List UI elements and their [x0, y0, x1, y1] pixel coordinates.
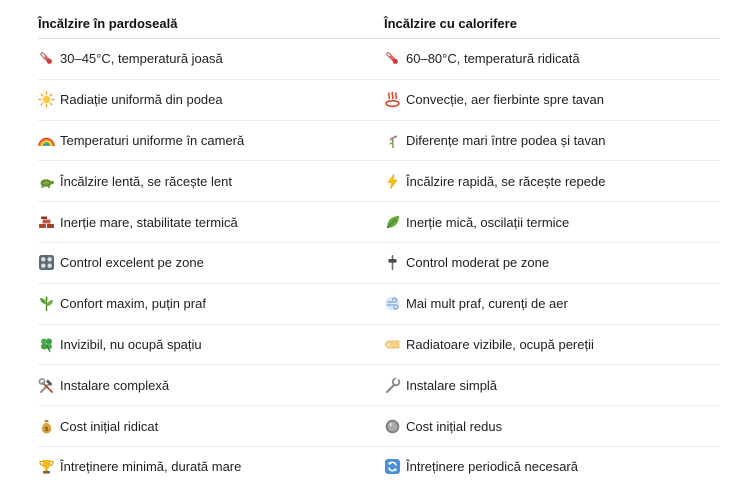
table-row	[38, 39, 720, 80]
floor-text: Radiație uniformă din podea	[60, 92, 223, 108]
radiator-cell	[384, 132, 720, 149]
floor-text: Încălzire lentă, se răcește lent	[60, 173, 232, 189]
wind-icon	[384, 295, 401, 312]
floor-text: Instalare complexă	[60, 377, 170, 393]
floor-cell	[38, 295, 384, 312]
table-row	[38, 284, 720, 325]
money-bag-icon	[38, 418, 55, 435]
header-radiator-heating: Încălzire cu calorifere	[384, 15, 517, 31]
refresh-icon	[384, 458, 401, 475]
floor-cell	[38, 50, 384, 67]
leaf-icon	[384, 214, 401, 231]
thermometer-icon	[384, 50, 401, 67]
radiator-cell	[384, 418, 720, 435]
floor-text: Confort maxim, puțin praf	[60, 296, 206, 312]
floor-cell	[38, 377, 384, 394]
table-row	[38, 121, 720, 162]
table-row	[38, 243, 720, 284]
floor-text: Inerție mare, stabilitate termică	[60, 214, 238, 230]
header-floor-heating: Încălzire în pardoseală	[38, 15, 178, 31]
floor-text: 30–45°C, temperatură joasă	[60, 51, 223, 67]
wilted-flower-icon	[384, 132, 401, 149]
bricks-icon	[38, 214, 55, 231]
radiator-cell	[384, 336, 720, 353]
radiator-cell	[384, 458, 720, 475]
radiator-text: Cost inițial redus	[406, 418, 503, 434]
control-knobs-icon	[38, 254, 55, 271]
floor-cell	[38, 458, 384, 475]
sun-icon	[38, 91, 55, 108]
wrench-icon	[384, 377, 401, 394]
floor-cell	[38, 214, 384, 231]
floor-text: Control excelent pe zone	[60, 255, 204, 271]
floor-text: Cost inițial ridicat	[60, 418, 159, 434]
radiator-text: Convecție, aer fierbinte spre tavan	[406, 92, 604, 108]
lightning-icon	[384, 173, 401, 190]
radiator-text: Încălzire rapidă, se răcește repede	[406, 173, 606, 189]
radiator-cell	[384, 173, 720, 190]
radiator-text: Diferențe mari între podea și tavan	[406, 132, 606, 148]
table-row	[38, 161, 720, 202]
rainbow-icon	[38, 132, 55, 149]
table-row	[38, 80, 720, 121]
svg-text:$: $	[44, 424, 49, 433]
radiator-text: Inerție mică, oscilații termice	[406, 214, 570, 230]
table-header-row	[38, 8, 720, 39]
radiator-cell	[384, 254, 720, 271]
floor-cell	[38, 254, 384, 271]
floor-cell	[38, 336, 384, 353]
table-row	[38, 365, 720, 406]
coin-icon	[384, 418, 401, 435]
hot-springs-icon	[384, 91, 401, 108]
radiator-text: Mai mult praf, curenți de aer	[406, 296, 568, 312]
herb-icon	[38, 295, 55, 312]
level-slider-icon	[384, 254, 401, 271]
radiator-text: 60–80°C, temperatură ridicată	[406, 51, 580, 67]
floor-text: Invizibil, nu ocupă spațiu	[60, 336, 202, 352]
floor-cell	[38, 91, 384, 108]
radiator-cell	[384, 50, 720, 67]
radiator-text: Întreținere periodică necesară	[406, 459, 578, 475]
hammer-wrench-icon	[38, 377, 55, 394]
table-row	[38, 447, 720, 487]
trophy-icon	[38, 458, 55, 475]
table-row	[38, 325, 720, 366]
comparison-table	[38, 8, 720, 487]
radiator-text: Radiatoare vizibile, ocupă pereții	[406, 336, 594, 352]
floor-text: Întreținere minimă, durată mare	[60, 459, 242, 475]
floor-cell	[38, 418, 384, 435]
floor-cell	[38, 132, 384, 149]
radiator-cell	[384, 295, 720, 312]
radiator-text: Instalare simplă	[406, 377, 498, 393]
radiator-text: Control moderat pe zone	[406, 255, 550, 271]
turtle-icon	[38, 173, 55, 190]
thermometer-icon	[38, 50, 55, 67]
label-tag-icon	[384, 336, 401, 353]
radiator-cell	[384, 91, 720, 108]
radiator-cell	[384, 214, 720, 231]
floor-text: Temperaturi uniforme în cameră	[60, 132, 245, 148]
table-row	[38, 406, 720, 447]
floor-cell	[38, 173, 384, 190]
radiator-cell	[384, 377, 720, 394]
clover-icon	[38, 336, 55, 353]
table-row	[38, 202, 720, 243]
